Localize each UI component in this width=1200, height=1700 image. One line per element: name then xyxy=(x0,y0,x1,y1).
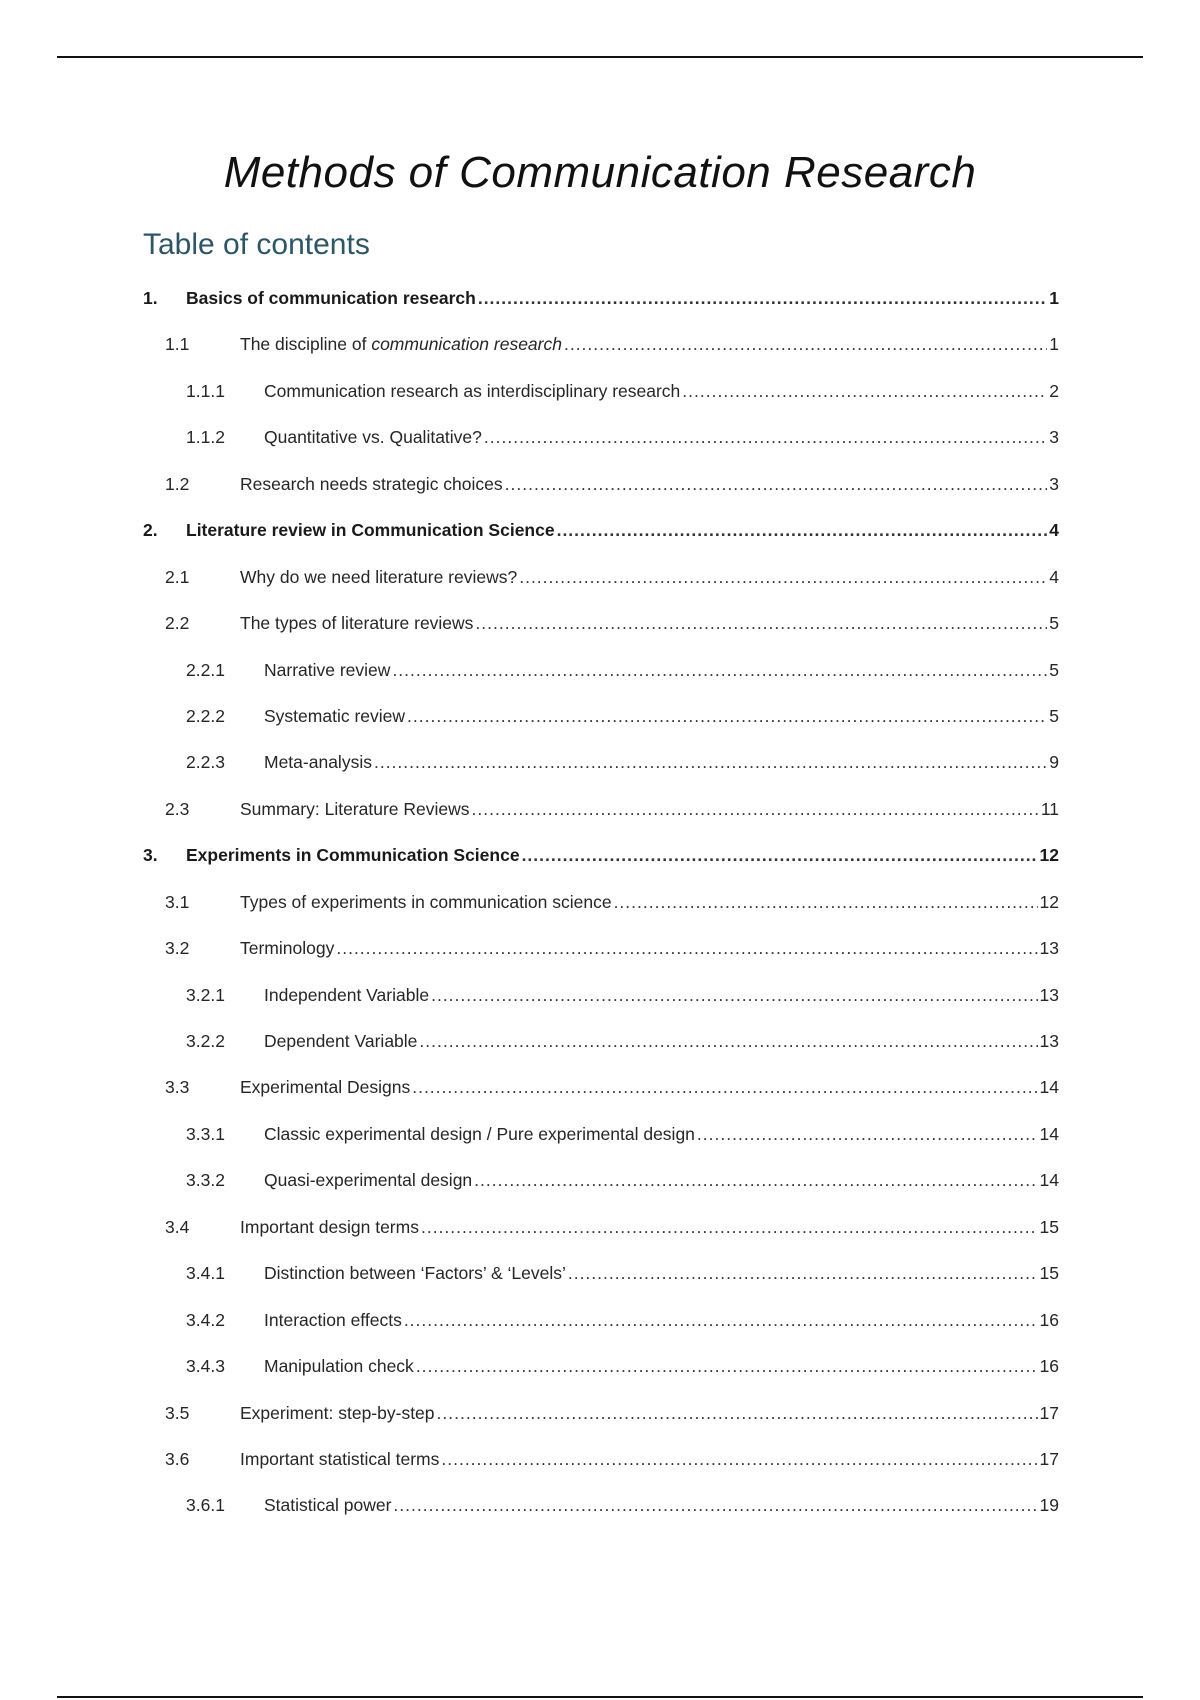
toc-entry-title: Distinction between ‘Factors’ & ‘Levels’ xyxy=(264,1263,566,1284)
toc-entry-title: Classic experimental design / Pure experimental design xyxy=(264,1123,695,1144)
toc-entry-title: Basics of communication research xyxy=(186,288,476,308)
toc-entry-line xyxy=(186,288,1059,309)
toc-dot-leader xyxy=(393,1495,1037,1516)
toc-dot-leader xyxy=(407,706,1047,727)
toc-dot-leader xyxy=(437,1403,1038,1424)
toc-entry-line xyxy=(240,1449,1059,1470)
toc-entry[interactable] xyxy=(0,1445,1200,1491)
top-rule xyxy=(57,56,1143,58)
toc-entry-number: 3.4.1 xyxy=(186,1263,225,1284)
toc-entry-title: Experiment: step-by-step xyxy=(240,1402,435,1423)
toc-entry-title: Independent Variable xyxy=(264,984,430,1005)
toc-entry[interactable] xyxy=(0,563,1200,609)
toc-dot-leader xyxy=(374,752,1047,773)
toc-entry-title: Interaction effects xyxy=(264,1309,402,1330)
toc-entry-number: 2. xyxy=(143,520,158,541)
toc-entry[interactable] xyxy=(0,1259,1200,1305)
bottom-rule xyxy=(57,1696,1143,1698)
toc-heading: Table of contents xyxy=(143,228,370,261)
toc-entry-line xyxy=(240,474,1059,495)
toc-entry-line xyxy=(240,892,1059,913)
toc-entry-line xyxy=(264,1263,1059,1284)
toc-entry-number: 3.3.1 xyxy=(186,1123,225,1144)
toc-dot-leader xyxy=(441,1449,1037,1470)
toc-dot-leader xyxy=(392,660,1047,681)
toc-entry-line xyxy=(264,381,1059,402)
toc-entry-line xyxy=(264,1170,1059,1191)
toc-page-number: 2 xyxy=(1049,380,1059,401)
toc-dot-leader xyxy=(416,1356,1038,1377)
toc-entry-line xyxy=(264,1124,1059,1145)
toc-dot-leader xyxy=(522,845,1038,866)
toc-dot-leader xyxy=(478,288,1047,309)
toc-page-number: 4 xyxy=(1049,520,1059,541)
toc-entry-number: 3. xyxy=(143,845,158,866)
toc-dot-leader xyxy=(682,381,1047,402)
toc-entry-title: Why do we need literature reviews? xyxy=(240,566,518,587)
toc-entry[interactable] xyxy=(0,1491,1200,1537)
toc-entry-number: 2.2.3 xyxy=(186,752,225,773)
toc-entry-number: 1.1 xyxy=(165,334,190,355)
toc-dot-leader xyxy=(614,892,1038,913)
toc-entry[interactable] xyxy=(0,470,1200,516)
toc-entry[interactable] xyxy=(0,1027,1200,1073)
toc-entry-line xyxy=(264,752,1059,773)
toc-entry-number: 3.2.2 xyxy=(186,1031,225,1051)
toc-entry-title: Types of experiments in communication science xyxy=(240,891,612,912)
toc-entry-title: Manipulation check xyxy=(264,1356,414,1377)
toc-entry-line xyxy=(186,520,1059,541)
toc-entry-number: 2.2 xyxy=(165,613,190,634)
toc-entry-number: 3.3 xyxy=(165,1077,190,1098)
toc-entry-line xyxy=(186,845,1059,866)
toc-dot-leader xyxy=(412,1077,1037,1098)
toc-page-number: 14 xyxy=(1039,1123,1059,1144)
toc-entry-line xyxy=(264,1310,1059,1331)
toc-entry-line xyxy=(240,334,1059,355)
toc-entry-number: 1. xyxy=(143,288,158,308)
toc-entry-title: The types of literature reviews xyxy=(240,613,474,634)
toc-dot-leader xyxy=(484,427,1047,448)
toc-entry[interactable] xyxy=(0,377,1200,423)
toc-page-number: 13 xyxy=(1039,938,1059,959)
toc-entry-number: 3.6.1 xyxy=(186,1495,225,1516)
toc-entry[interactable] xyxy=(0,1213,1200,1259)
toc-entry-title: Meta-analysis xyxy=(264,752,372,773)
toc-page-number: 5 xyxy=(1049,613,1059,634)
toc-page-number: 17 xyxy=(1039,1402,1059,1423)
toc-entry-line xyxy=(240,1217,1059,1238)
toc-entry-title: Research needs strategic choices xyxy=(240,473,503,494)
toc-dot-leader xyxy=(472,799,1039,820)
toc-page-number: 17 xyxy=(1039,1448,1059,1469)
toc-entry[interactable] xyxy=(0,609,1200,655)
toc-page-number: 11 xyxy=(1040,798,1059,819)
toc-page-number: 3 xyxy=(1049,473,1059,494)
toc-entry[interactable] xyxy=(0,748,1200,794)
toc-page-number: 3 xyxy=(1049,427,1059,448)
toc-entry-number: 2.2.1 xyxy=(186,659,225,680)
toc-entry-title: Quasi-experimental design xyxy=(264,1170,473,1191)
toc-entry-number: 3.3.2 xyxy=(186,1170,225,1191)
toc-entry-number: 1.1.1 xyxy=(186,380,225,401)
toc-entry[interactable] xyxy=(0,795,1200,841)
toc-page-number: 13 xyxy=(1039,984,1059,1005)
toc-entry-title: Statistical power xyxy=(264,1495,392,1516)
toc-page-number: 15 xyxy=(1039,1216,1059,1237)
toc-entry-title-italic: communication research xyxy=(371,334,562,355)
toc-entry-title xyxy=(240,334,562,355)
toc-dot-leader xyxy=(474,1170,1037,1191)
toc-page-number: 15 xyxy=(1039,1263,1059,1284)
toc-entry-number: 1.1.2 xyxy=(186,427,225,448)
toc-entry[interactable] xyxy=(0,841,1200,887)
toc-entry-title: Experimental Designs xyxy=(240,1077,411,1098)
toc-dot-leader xyxy=(557,520,1048,541)
toc-page-number: 5 xyxy=(1049,659,1059,680)
toc-entry-line xyxy=(264,706,1059,727)
toc-entry-title: Terminology xyxy=(240,938,335,959)
toc-entry-line xyxy=(240,613,1059,634)
toc-dot-leader xyxy=(519,567,1047,588)
toc-page-number: 14 xyxy=(1039,1077,1059,1098)
toc-entry-number: 2.3 xyxy=(165,798,190,819)
toc-dot-leader xyxy=(419,1031,1037,1052)
toc-entry-number: 3.4.2 xyxy=(186,1309,225,1330)
toc-entry-title: Quantitative vs. Qualitative? xyxy=(264,427,482,448)
toc-page-number: 12 xyxy=(1039,845,1059,866)
toc-entry[interactable] xyxy=(0,1352,1200,1398)
toc-entry-title-plain: The discipline of xyxy=(240,334,372,355)
toc-entry-line xyxy=(264,660,1059,681)
toc-entry-number: 3.4 xyxy=(165,1216,190,1237)
toc-entry[interactable] xyxy=(0,656,1200,702)
toc-entry-line xyxy=(240,1077,1059,1098)
toc-dot-leader xyxy=(697,1124,1038,1145)
toc-page-number: 16 xyxy=(1039,1309,1059,1330)
toc-entry-title: Dependent Variable xyxy=(264,1031,418,1051)
toc-entry-line xyxy=(264,1495,1059,1516)
toc-page-number: 19 xyxy=(1039,1495,1059,1516)
toc-page-number: 16 xyxy=(1039,1356,1059,1377)
toc-page-number: 5 xyxy=(1049,705,1059,726)
toc-entry-line xyxy=(264,1356,1059,1377)
toc-entry[interactable] xyxy=(0,934,1200,980)
toc-entry-title: Experiments in Communication Science xyxy=(186,845,520,866)
toc-entry[interactable] xyxy=(0,981,1200,1027)
toc-entry-title: Important statistical terms xyxy=(240,1448,440,1469)
toc-dot-leader xyxy=(336,938,1037,959)
toc-page-number: 14 xyxy=(1039,1170,1059,1191)
toc-dot-leader xyxy=(568,1263,1038,1284)
toc-entry-title: Literature review in Communication Science xyxy=(186,520,555,541)
toc-entry-number: 2.2.2 xyxy=(186,705,225,726)
toc-entry-line xyxy=(240,1403,1059,1424)
toc-entry[interactable] xyxy=(0,1120,1200,1166)
toc-entry-title: Systematic review xyxy=(264,705,406,726)
toc-dot-leader xyxy=(564,334,1047,355)
toc-entry[interactable] xyxy=(0,888,1200,934)
toc-entry[interactable] xyxy=(0,284,1200,330)
toc-dot-leader xyxy=(505,474,1048,495)
toc-page-number: 9 xyxy=(1049,752,1059,773)
toc-entry-line xyxy=(240,938,1059,959)
toc-entry-line xyxy=(264,1031,1059,1052)
toc-dot-leader xyxy=(421,1217,1038,1238)
toc-entry[interactable] xyxy=(0,1399,1200,1445)
toc-entry[interactable] xyxy=(0,1166,1200,1212)
toc-page-number: 13 xyxy=(1039,1031,1059,1051)
toc-entry[interactable] xyxy=(0,330,1200,376)
toc-entry-title: Important design terms xyxy=(240,1216,419,1237)
toc-entry[interactable] xyxy=(0,423,1200,469)
toc-entry-number: 3.5 xyxy=(165,1402,190,1423)
toc-entry[interactable] xyxy=(0,1306,1200,1352)
toc-dot-leader xyxy=(475,613,1047,634)
toc-page-number: 12 xyxy=(1039,891,1059,912)
toc-entry-number: 3.1 xyxy=(165,891,190,912)
document-title: Methods of Communication Research xyxy=(223,148,977,197)
toc-entry[interactable] xyxy=(0,1073,1200,1119)
toc-page-number: 4 xyxy=(1049,566,1059,587)
toc-entry-line xyxy=(264,427,1059,448)
toc-entry-title: Communication research as interdisciplinary research xyxy=(264,380,681,401)
toc-dot-leader xyxy=(431,985,1037,1006)
toc-entry-number: 3.6 xyxy=(165,1448,190,1469)
toc-page-number: 1 xyxy=(1049,334,1059,355)
toc-dot-leader xyxy=(404,1310,1038,1331)
toc-entry-line xyxy=(240,799,1059,820)
toc-entry-number: 3.2.1 xyxy=(186,984,225,1005)
toc-entry-title: Summary: Literature Reviews xyxy=(240,798,470,819)
toc-entry-number: 3.4.3 xyxy=(186,1356,225,1377)
toc-entry-title: Narrative review xyxy=(264,659,391,680)
toc-entry-line xyxy=(240,567,1059,588)
toc-page-number: 1 xyxy=(1049,288,1059,308)
toc-entry-number: 1.2 xyxy=(165,473,190,494)
table-of-contents xyxy=(0,284,1200,1538)
toc-entry-line xyxy=(264,985,1059,1006)
toc-entry-number: 2.1 xyxy=(165,566,190,587)
toc-entry-number: 3.2 xyxy=(165,938,190,959)
toc-entry[interactable] xyxy=(0,702,1200,748)
toc-entry[interactable] xyxy=(0,516,1200,562)
